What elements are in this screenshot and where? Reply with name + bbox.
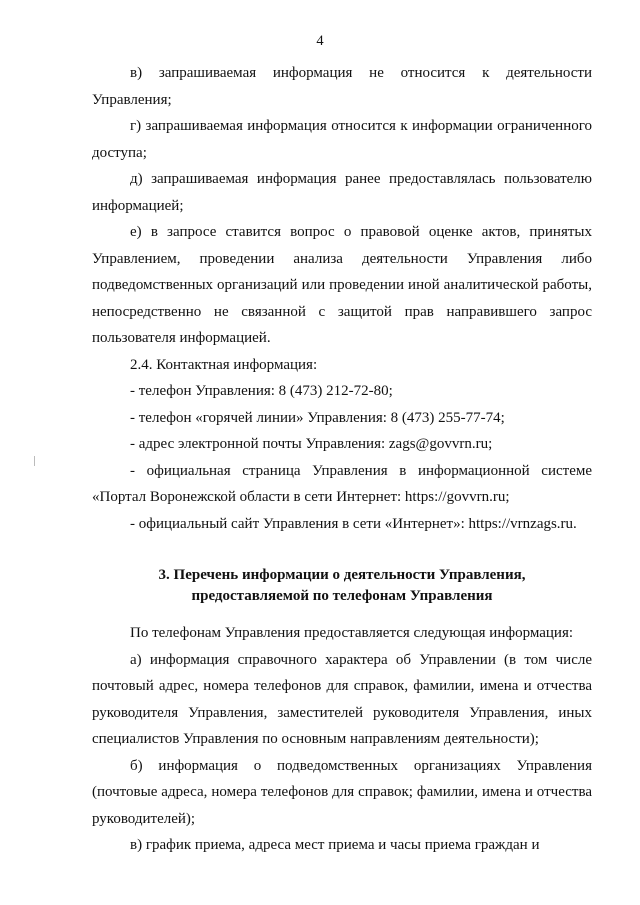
section-3-heading-line-2: предоставляемой по телефонам Управления xyxy=(191,588,493,604)
page-number: 4 xyxy=(316,33,324,49)
contact-email: - адрес электронной почты Управления: zags@govvrn.ru; xyxy=(130,436,493,452)
paragraph-item-e: е) в запросе ставится вопрос о правовой оценке актов, принятых Управлением, проведении анализа деятельности Управления либо подведомственных организаций или проведении иной аналитической работы, непосредственно не связанной с защитой прав направившего запрос пользователя информацией. xyxy=(92,224,592,346)
contacts-title: 2.4. Контактная информация: xyxy=(130,356,318,373)
contact-site: - официальный сайт Управления в сети «Интернет»: https://vrnzags.ru. xyxy=(130,515,577,532)
section-3-item-b: б) информация о подведомственных организациях Управления (почтовые адреса, номера телефонов для справок; фамилии, имена и отчества руководителей); xyxy=(92,757,592,827)
contact-portal: - официальная страница Управления в информационной системе «Портал Воронежской области в сети Интернет: https://govvrn.ru; xyxy=(92,462,592,505)
section-3-intro: По телефонам Управления предоставляется следующая информация: xyxy=(130,625,574,641)
document-body xyxy=(92,60,592,859)
contact-hotline: - телефон «горячей линии» Управления: 8 (473) 255-77-74; xyxy=(130,409,505,426)
section-3-item-v: в) график приема, адреса мест приема и часы приема граждан и xyxy=(130,837,540,853)
paragraph-item-v: в) запрашиваемая информация не относится к деятельности Управления; xyxy=(92,65,592,108)
section-3-heading xyxy=(92,565,592,607)
section-3-item-a: а) информация справочного характера об Управлении (в том числе почтовый адрес, номера телефонов для справок, фамилии, имена и отчества руководителя Управления, заместителей руководителя Управления, иных специалистов Управления по основным направлениям деятельности); xyxy=(92,651,592,747)
section-3-heading-line-1: 3. Перечень информации о деятельности Управления, xyxy=(158,567,526,583)
contact-phone: - телефон Управления: 8 (473) 212-72-80; xyxy=(130,383,393,399)
paragraph-item-d: д) запрашиваемая информация ранее предоставлялась пользователю информацией; xyxy=(92,171,592,214)
paragraph-item-g: г) запрашиваемая информация относится к информации ограниченного доступа; xyxy=(92,118,592,161)
scan-margin-mark xyxy=(34,456,35,466)
